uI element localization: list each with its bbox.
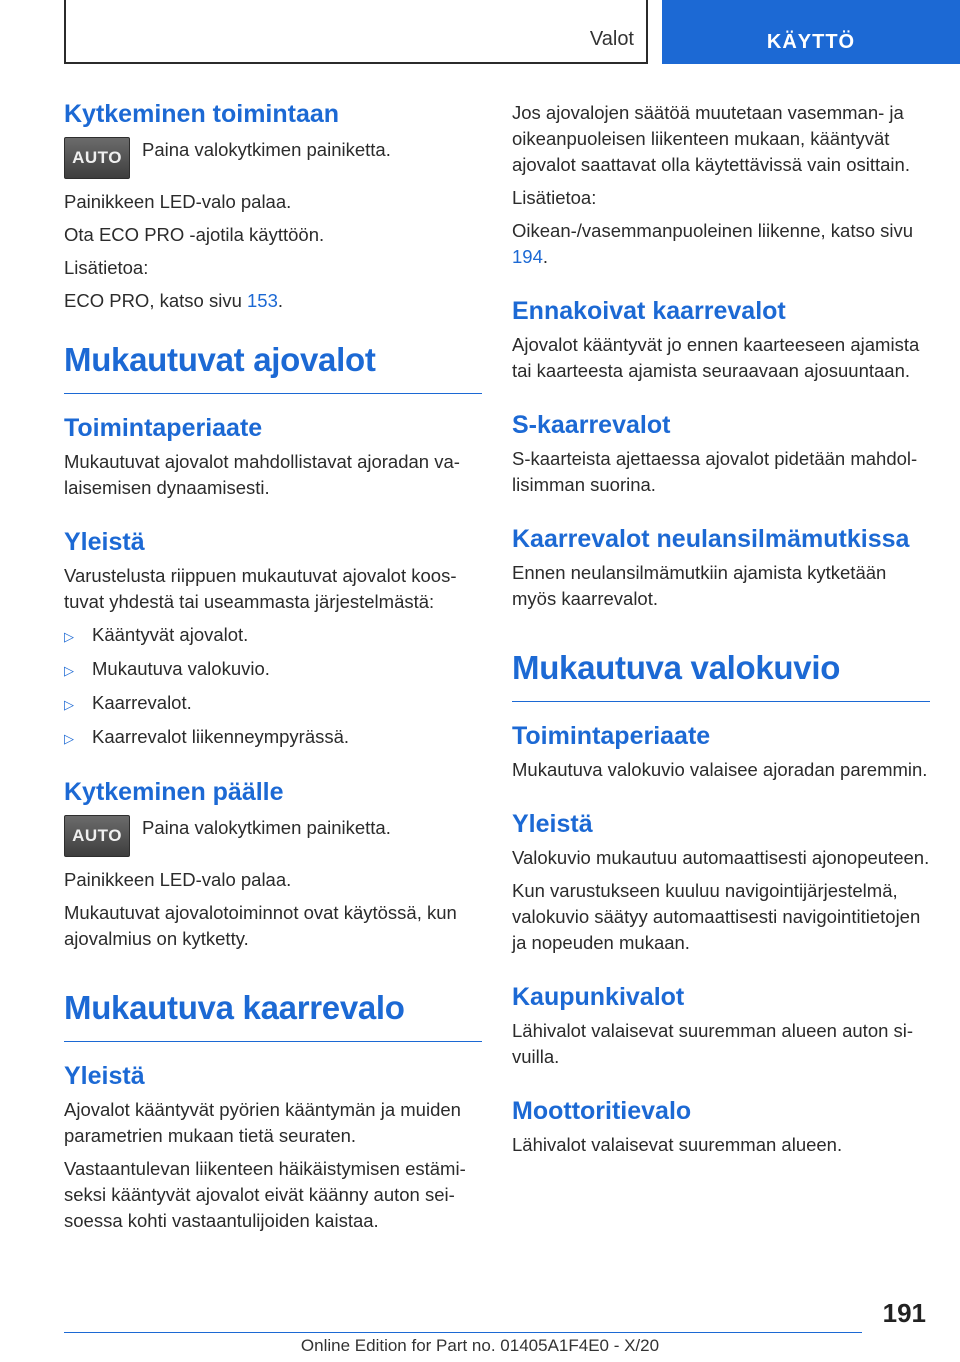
list-item bbox=[64, 690, 482, 718]
paragraph: Mukautuvat ajovalot mahdollistavat ajoradan valaisemisen dynaamisesti. bbox=[64, 451, 460, 498]
heading-s-kaarrevalot: S-kaarrevalot bbox=[512, 411, 671, 439]
paragraph: Ajovalot kääntyvät jo ennen kaarteeseen ajamista tai kaarteesta ajamista seuraavaan ajosuuntaan. bbox=[512, 334, 920, 381]
heading-yleista: Yleistä bbox=[64, 528, 145, 556]
page-number: 191 bbox=[882, 1298, 926, 1328]
paragraph: Ota ECO PRO -ajotila käyttöön. bbox=[64, 224, 325, 245]
paragraph: Valokuvio mukautuu automaattisesti ajonopeuteen. bbox=[512, 847, 930, 868]
ref-end: . bbox=[277, 290, 284, 311]
list-item-text: Kaarrevalot. bbox=[92, 692, 192, 713]
list-item-text: Kääntyvät ajovalot. bbox=[92, 624, 249, 645]
chapter-label: KÄYTTÖ bbox=[766, 31, 856, 53]
paragraph: Ennen neulansilmämutkiin ajamista kytketään myös kaarrevalot. bbox=[512, 562, 887, 609]
heading-yleista: Yleistä bbox=[64, 1062, 145, 1090]
paragraph: S-kaarteista ajettaessa ajovalot pidetään mahdollisimman suorina. bbox=[512, 448, 918, 495]
heading-toimintaperiaate: Toimintaperiaate bbox=[64, 414, 263, 442]
paragraph: Lähivalot valaisevat suuremman alueen. bbox=[512, 1134, 843, 1155]
heading-mukautuvat-ajovalot: Mukautuvat ajovalot bbox=[64, 341, 482, 394]
paragraph: Painikkeen LED-valo palaa. bbox=[64, 869, 292, 890]
paragraph-traffic-ref bbox=[512, 218, 930, 270]
heading-kytkeminen-paalle: Kytkeminen päälle bbox=[64, 778, 284, 806]
footer-divider bbox=[64, 1332, 862, 1333]
page-link-153[interactable]: 153 bbox=[247, 290, 278, 311]
list-item-text: Mukautuva valokuvio. bbox=[92, 658, 270, 679]
header-chapter-tab[interactable] bbox=[662, 0, 960, 64]
triangle-bullet-icon: ▷ bbox=[64, 663, 74, 678]
list-item bbox=[64, 622, 482, 650]
heading-kytkeminen-toimintaan: Kytkeminen toimintaan bbox=[64, 100, 340, 128]
paragraph: Lisätietoa: bbox=[512, 187, 597, 208]
paragraph: Mukautuva valokuvio valaisee ajoradan paremmin. bbox=[512, 759, 928, 780]
heading-kaupunkivalot: Kaupunkivalot bbox=[512, 983, 685, 1011]
auto-button-icon: AUTO bbox=[64, 137, 130, 179]
auto-instruction-row bbox=[64, 813, 482, 857]
paragraph-eco-pro-ref bbox=[64, 288, 482, 314]
right-column bbox=[512, 100, 930, 1165]
heading-neulansilmamutkissa: Kaarrevalot neulansilmämutkissa bbox=[512, 525, 910, 553]
page-link-194[interactable]: 194 bbox=[512, 246, 543, 267]
paragraph: Ajovalot kääntyvät pyörien kääntymän ja muiden parametrien mukaan tietä seuraten. bbox=[64, 1099, 461, 1146]
paragraph: Vastaantulevan liikenteen häikäistymisen estämiseksi kääntyvät ajovalot eivät käänny auton seisoessa kohti vastaantulijoiden kaistaa. bbox=[64, 1158, 466, 1231]
heading-mukautuva-valokuvio: Mukautuva valokuvio bbox=[512, 649, 930, 702]
paragraph: Lähivalot valaisevat suuremman alueen auton sivuilla. bbox=[512, 1020, 914, 1067]
heading-moottoritievalo: Moottoritievalo bbox=[512, 1097, 692, 1125]
ref-end: . bbox=[542, 246, 549, 267]
list-item bbox=[64, 656, 482, 684]
list-item bbox=[64, 724, 482, 752]
paragraph: Mukautuvat ajovalotoiminnot ovat käytössä, kun ajovalmius on kytketty. bbox=[64, 902, 457, 949]
heading-toimintaperiaate: Toimintaperiaate bbox=[512, 722, 711, 750]
paragraph: Lisätietoa: bbox=[64, 257, 149, 278]
auto-instruction-row bbox=[64, 135, 482, 179]
paragraph: Painikkeen LED-valo palaa. bbox=[64, 191, 292, 212]
auto-button-icon: AUTO bbox=[64, 815, 130, 857]
ref-text: Oikean-/vasemmanpuoleinen liikenne, katso sivu bbox=[512, 220, 914, 241]
header-section-title: Valot bbox=[589, 28, 634, 50]
instruction-text: Paina valokytkimen painiketta. bbox=[142, 139, 391, 160]
left-column bbox=[64, 100, 482, 1241]
heading-yleista: Yleistä bbox=[512, 810, 593, 838]
triangle-bullet-icon: ▷ bbox=[64, 629, 74, 644]
header-frame bbox=[64, 0, 648, 64]
paragraph: Kun varustukseen kuuluu navigointijärjestelmä, valokuvio säätyy automaattisesti navigointitietojen ja nopeuden mukaan. bbox=[512, 880, 921, 953]
paragraph: Varustelusta riippuen mukautuvat ajovalot koostuvat yhdestä tai useammasta järjestelmästä: bbox=[64, 565, 457, 612]
triangle-bullet-icon: ▷ bbox=[64, 731, 74, 746]
footer-edition: Online Edition for Part no. 01405A1F4E0 - X/20 bbox=[300, 1336, 660, 1355]
system-list bbox=[64, 622, 482, 752]
instruction-text: Paina valokytkimen painiketta. bbox=[142, 817, 391, 838]
heading-mukautuva-kaarrevalo: Mukautuva kaarrevalo bbox=[64, 989, 482, 1042]
ref-text: ECO PRO, katso sivu bbox=[64, 290, 247, 311]
heading-ennakoivat-kaarrevalot: Ennakoivat kaarrevalot bbox=[512, 297, 786, 325]
triangle-bullet-icon: ▷ bbox=[64, 697, 74, 712]
list-item-text: Kaarrevalot liikenneympyrässä. bbox=[92, 726, 350, 747]
paragraph: Jos ajovalojen säätöä muutetaan vasemman- ja oikeanpuoleisen liikenteen mukaan, kääntyvät ajovalot saattavat olla käytettävissä vain osittain. bbox=[512, 102, 910, 175]
